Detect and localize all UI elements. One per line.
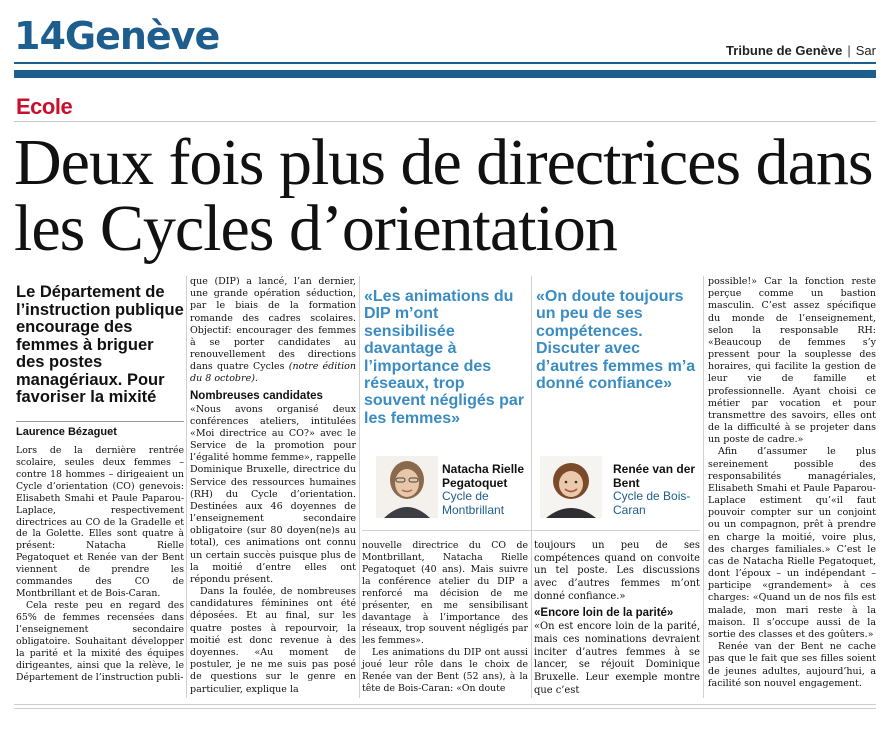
- paragraph: nouvelle directrice du CO de Montbrillant, Natacha Rielle Pegatoquet (40 ans). Mais suivre la conférence atelier du DIP a renforcé ma décision de me présenter, en me sensibilisant davantage à l’importance des réseaux, trop souvent négligés par les femmes».: [362, 540, 528, 647]
- portrait-photo-1: [376, 456, 438, 518]
- paragraph: possible!» Car la fonction reste perçue comme un bastion masculin. C’est assez spécifique du monde de l’enseignement, selon la responsable RH: «Beaucoup de femmes s’y pressent pour la souplesse des horaires, qui facilite la gestion de leur vie de famille et professionnelle. Ayant choisi ce métier par vocation et pour transmettre des savoirs, elles ont de la difficulté à se projeter dans un poste de cadre.»: [708, 276, 876, 446]
- person-name: Renée van der Bent: [613, 462, 696, 490]
- portrait-image: [540, 456, 602, 518]
- paragraph: que (DIP) a lancé, l’an dernier, une grande opération séduction, par le biais de la formation romande des cadres scolaires. Objectif: encourager des femmes à se porter candidates au renouvellement des directions dans quatre Cycles (notre édition du 8 octobre).: [190, 276, 357, 385]
- article-lead: Le Département de l’instruction publique encourage des femmes à briguer des postes managériaux. Pour favoriser la mixité: [16, 283, 184, 406]
- paragraph: «Nous avons organisé deux conférences ateliers, intitulées «Moi directrice au CO?» avec le Service de la promotion pour l’égalité homme femme», rappelle Dominique Bruxelle, directrice du Service des ressources humaines (RH) du Cycle d’orientation. Destinées aux 46 doyennes de l’enseignement secondaire obligatoire (sur 80 doyen(ne)s au total), ces animations ont connu un certain succès puisque plus de la moitié d’entre elles ont répondu présent.: [190, 403, 356, 585]
- paragraph: Les animations du DIP ont aussi joué leur rôle dans le choix de Renée van der Bent (52 ans), à la tête de Bois-Caran: «On doute: [362, 647, 528, 695]
- quote-attribution-2: [613, 463, 701, 517]
- article-column-2: [190, 276, 356, 696]
- person-role: Cycle de Bois-Caran: [613, 489, 691, 517]
- footer-rule: [14, 708, 876, 709]
- paragraph: Renée van der Bent ne cache pas que le fait que ses filles soient de jeunes adultes, aujourd’hui, a facilité son nouvel engagement.: [708, 641, 876, 689]
- section-title: Genève: [64, 14, 220, 58]
- paragraph: Afin d’assumer le plus sereinement possible des responsabilités managériales, Elisabeth Smahi et Paule Paparou-Laplace estiment qu’«il faut pouvoir compter sur un conjoint ou un compagnon, prêt à prendre en charge la moitié, voire plus, des charges familiales.» C’est le cas de Natacha Rielle Pegatoquet, dont l’époux – un indépendant – participe «grandement» à ces charges: «Quand un de nos fils est malade, mon mari reste à la maison. Il s’occupe aussi de la sortie des classes et des goûters.»: [708, 446, 876, 640]
- article-byline: Laurence Bézaguet: [16, 426, 117, 438]
- rubric-divider: [14, 121, 876, 122]
- portrait-photo-2: [540, 456, 602, 518]
- article-column-3: [362, 540, 528, 695]
- portrait-image: [376, 456, 438, 518]
- paragraph: toujours un peu de ses compétences quand on convoite un tel poste. Les discussions avec d’autres femmes m’ont donné confiance.»: [534, 540, 700, 602]
- byline-divider: [16, 421, 184, 422]
- paragraph: Cela reste peu en regard des 65% de femmes recensées dans l’enseignement secondaire obligatoire. Souhaitant développer la parité et la mixité des équipes dirigeantes, ainsi que la relève, le Département de l’instruction publi-: [16, 599, 184, 683]
- column-divider: [186, 276, 187, 698]
- paragraph: Dans la foulée, de nombreuses candidatures féminines ont été déposées. Et au final, sur les quatre postes à repourvoir, la moitié est donc revenue à des doyennes. «Au moment de postuler, je ne me suis pas posé de questions sur le genre en particulier, explique la: [190, 586, 356, 695]
- person-role: Cycle de Montbrillant: [442, 489, 505, 517]
- header-rule-thick: [14, 70, 876, 78]
- quote-attribution-1: [442, 463, 530, 517]
- publication-section: Sar: [855, 43, 876, 58]
- article-column-4: [534, 540, 700, 697]
- paragraph: «On est encore loin de la parité, mais ces nominations devraient inciter d’autres femmes à se lancer, se réjouit Dominique Bruxelle. Leur exemple montre que c’est: [534, 621, 700, 696]
- subheading: Nombreuses candidates: [190, 389, 323, 402]
- article-headline: Deux fois plus de directrices dans les Cycles d’orientation: [14, 126, 873, 265]
- column-divider: [531, 276, 532, 698]
- rubric-label: Ecole: [16, 94, 73, 119]
- page-header: [14, 14, 219, 58]
- publication-name: Tribune de Genève: [726, 43, 843, 58]
- page-number: 14: [14, 14, 65, 58]
- paragraph: Lors de la dernière rentrée scolaire, seules deux femmes – contre 18 hommes – dirigeaient un Cycle d’orientation (CO) genevois: Elisabeth Smahi et Paule Paparou-Laplace, respectivement directrices au CO de la Gradelle et de la Golette. Elles sont quatre à présent: Natacha Rielle Pegatoquet et Renée van der Bent viennent de prendre les commandes des CO de Montbrillant et de Bois-Caran.: [16, 445, 184, 600]
- article-column-1: [16, 445, 184, 683]
- quote-box-divider: [362, 530, 700, 531]
- header-rule-thin: [14, 62, 876, 64]
- edition-note: (notre édition du 8 octobre): [190, 361, 357, 385]
- article-column-5: [708, 276, 876, 690]
- pull-quote-1: «Les animations du DIP m’ont sensibilisée davantage à l’importance des réseaux, trop souvent négligés par les femmes»: [364, 288, 525, 427]
- person-name: Natacha Rielle Pegatoquet: [442, 462, 525, 490]
- publication-separator: |: [847, 43, 851, 58]
- pull-quote-2: «On doute toujours un peu de ses compétences. Discuter avec d’autres femmes m’a donné confiance»: [536, 288, 696, 393]
- paragraph-text: que (DIP) a lancé, l’an dernier, une grande opération séduction, par le biais de la formation romande des cadres scolaires. Objectif: encourager des femmes à se porter candidates au renouvellement des directions dans quatre Cycles: [190, 276, 356, 373]
- footer-rule: [14, 704, 876, 705]
- subheading: «Encore loin de la parité»: [534, 607, 674, 620]
- column-divider: [703, 276, 704, 698]
- column-divider: [359, 276, 360, 698]
- publication-label: [726, 43, 876, 58]
